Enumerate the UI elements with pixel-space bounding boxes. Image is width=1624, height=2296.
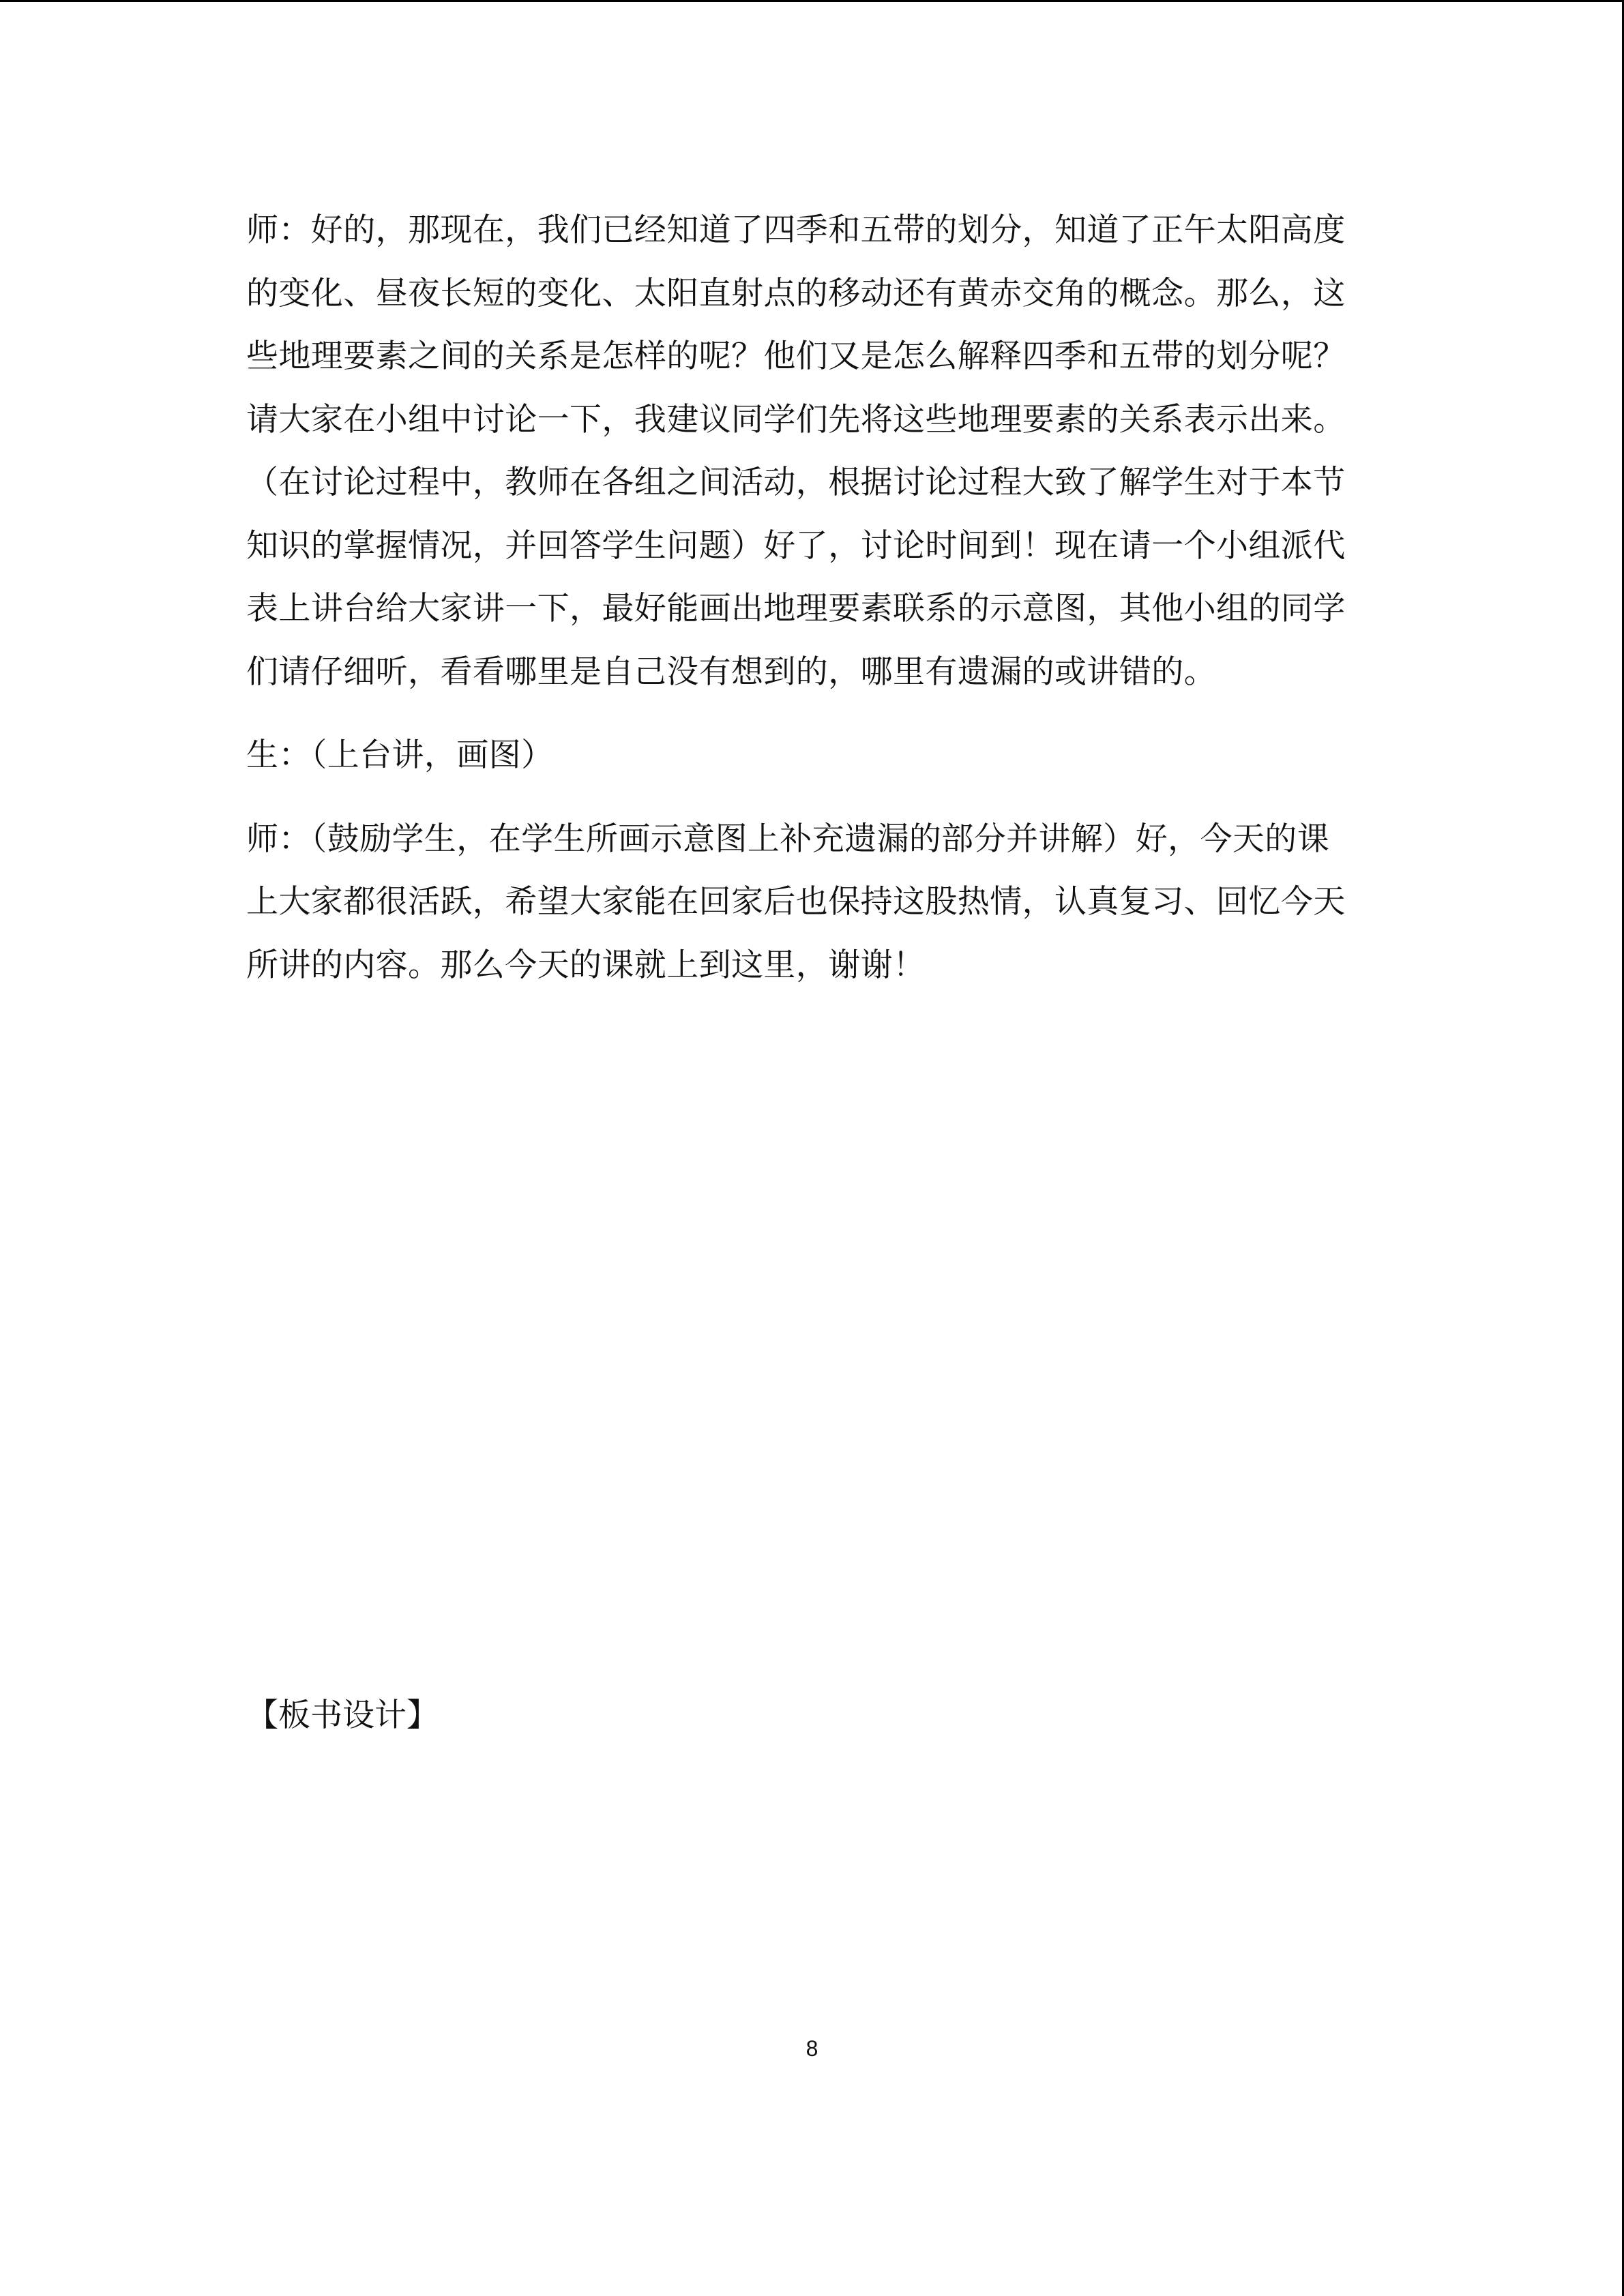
text-line: 所讲的内容。那么今天的课就上到这里，谢谢！ xyxy=(246,946,926,984)
document-body xyxy=(246,199,1365,997)
student-paragraph xyxy=(246,724,1365,788)
text-line: 的变化、昼夜长短的变化、太阳直射点的移动还有黄赤交角的概念。那么，这 xyxy=(246,274,1346,312)
text-line: （在讨论过程中，教师在各组之间活动，根据讨论过程大致了解学生对于本节 xyxy=(246,464,1346,501)
board-design-heading: 【板书设计】 xyxy=(246,1697,439,1734)
text-line: 些地理要素之间的关系是怎样的呢？他们又是怎么解释四季和五带的划分呢？ xyxy=(246,338,1346,375)
teacher-paragraph-closing xyxy=(246,808,1365,998)
paragraph-spacer xyxy=(246,704,1365,724)
text-line: 生：（上台讲，画图） xyxy=(246,736,554,774)
text-line: 们请仔细听，看看哪里是自己没有想到的，哪里有遗漏的或讲错的。 xyxy=(246,653,1216,691)
text-line: 师：（鼓励学生，在学生所画示意图上补充遗漏的部分并讲解）好，今天的课 xyxy=(246,820,1330,858)
text-line: 知识的掌握情况，并回答学生问题）好了，讨论时间到！现在请一个小组派代 xyxy=(246,526,1346,565)
text-line: 师：好的，那现在，我们已经知道了四季和五带的划分，知道了正午太阳高度 xyxy=(246,211,1346,249)
text-line: 请大家在小组中讨论一下，我建议同学们先将这些地理要素的关系表示出来。 xyxy=(246,400,1346,438)
text-line: 表上讲台给大家讲一下，最好能画出地理要素联系的示意图，其他小组的同学 xyxy=(246,590,1346,627)
teacher-paragraph-discussion xyxy=(246,199,1365,704)
paragraph-spacer xyxy=(246,788,1365,808)
page-number: 8 xyxy=(806,2036,818,2061)
text-line: 上大家都很活跃，希望大家能在回家后也保持这股热情，认真复习、回忆今天 xyxy=(246,883,1346,921)
